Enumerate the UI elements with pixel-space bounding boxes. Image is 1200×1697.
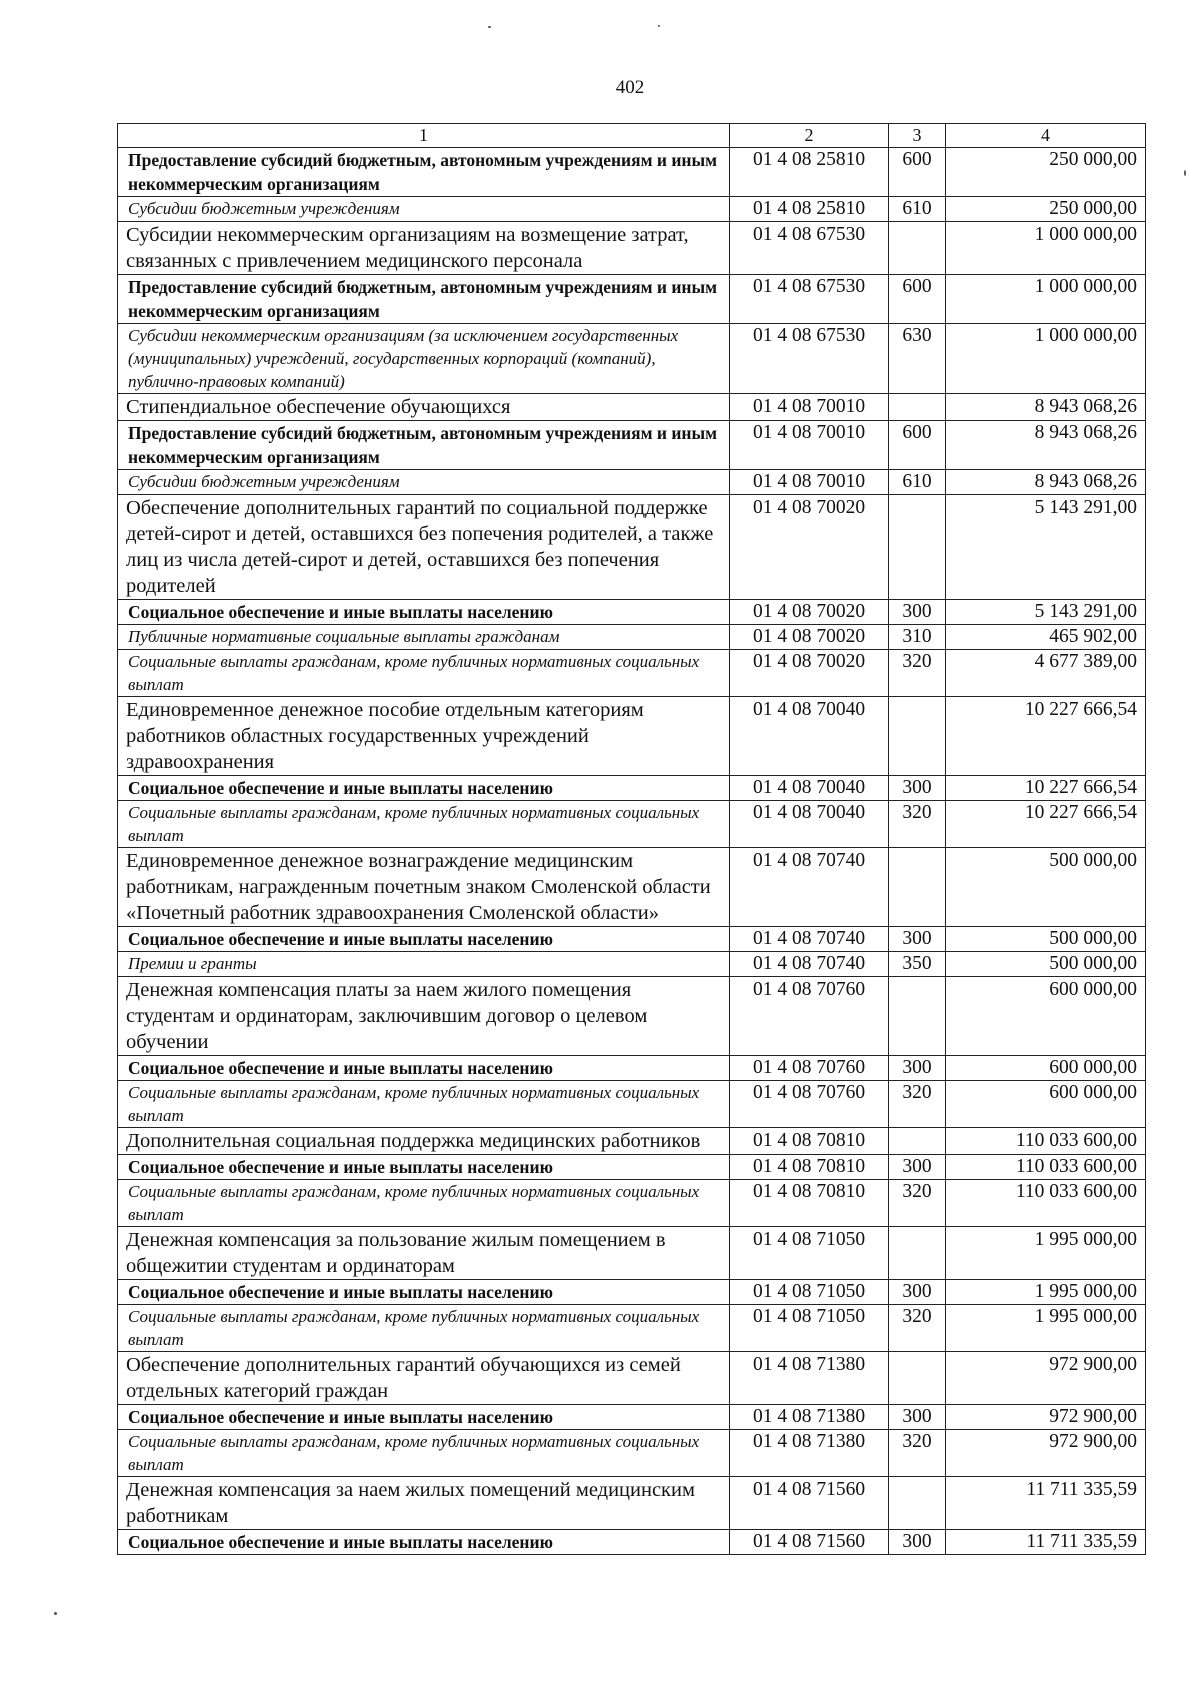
row-code-cell: 01 4 08 70760: [730, 977, 889, 1056]
row-code-cell: 01 4 08 70740: [730, 952, 889, 977]
row-amount-cell: 110 033 600,00: [946, 1155, 1146, 1180]
row-code-cell: 01 4 08 70010: [730, 470, 889, 495]
row-amount-cell: 8 943 068,26: [946, 470, 1146, 495]
row-amount-cell: 1 000 000,00: [946, 275, 1146, 324]
row-kvr-cell: [889, 1477, 946, 1530]
table-row: [118, 650, 1146, 697]
row-amount-cell: 5 143 291,00: [946, 495, 1146, 600]
row-name-cell: Стипендиальное обеспечение обучающихся: [118, 394, 730, 421]
row-amount-cell: 250 000,00: [946, 197, 1146, 222]
row-name-cell: Социальные выплаты гражданам, кроме публичных нормативных социальных выплат: [118, 801, 730, 848]
row-name-cell: Денежная компенсация платы за наем жилого помещения студентам и ординаторам, заключившим договор о целевом обучении: [118, 977, 730, 1056]
row-kvr-cell: 320: [889, 650, 946, 697]
table-row: [118, 495, 1146, 600]
table-row: [118, 625, 1146, 650]
table-header-row: [118, 124, 1146, 148]
row-amount-cell: 10 227 666,54: [946, 776, 1146, 801]
row-name-cell: Социальные выплаты гражданам, кроме публичных нормативных социальных выплат: [118, 1180, 730, 1227]
table-row: [118, 1056, 1146, 1081]
row-name-cell: Социальные выплаты гражданам, кроме публичных нормативных социальных выплат: [118, 1081, 730, 1128]
row-amount-cell: 465 902,00: [946, 625, 1146, 650]
table-row: [118, 222, 1146, 275]
row-code-cell: 01 4 08 67530: [730, 324, 889, 394]
header-cell-kvr: 3: [889, 124, 946, 148]
row-kvr-cell: [889, 1352, 946, 1405]
row-amount-cell: 11 711 335,59: [946, 1477, 1146, 1530]
row-name-cell: Предоставление субсидий бюджетным, автономным учреждениям и иным некоммерческим организациям: [118, 275, 730, 324]
row-code-cell: 01 4 08 70740: [730, 927, 889, 952]
row-code-cell: 01 4 08 70760: [730, 1056, 889, 1081]
row-amount-cell: 972 900,00: [946, 1352, 1146, 1405]
row-amount-cell: 500 000,00: [946, 952, 1146, 977]
scan-speck: [658, 25, 660, 27]
row-code-cell: 01 4 08 70020: [730, 600, 889, 625]
row-amount-cell: 1 000 000,00: [946, 222, 1146, 275]
table-row: [118, 275, 1146, 324]
table-body: [118, 148, 1146, 1555]
row-amount-cell: 110 033 600,00: [946, 1128, 1146, 1155]
table-row: [118, 1128, 1146, 1155]
row-name-cell: Денежная компенсация за наем жилых помещений медицинским работникам: [118, 1477, 730, 1530]
row-amount-cell: 1 995 000,00: [946, 1227, 1146, 1280]
row-kvr-cell: 320: [889, 1081, 946, 1128]
row-kvr-cell: [889, 495, 946, 600]
row-code-cell: 01 4 08 70040: [730, 776, 889, 801]
row-name-cell: Социальное обеспечение и иные выплаты населению: [118, 1280, 730, 1305]
row-kvr-cell: 350: [889, 952, 946, 977]
row-amount-cell: 500 000,00: [946, 848, 1146, 927]
row-code-cell: 01 4 08 67530: [730, 222, 889, 275]
row-code-cell: 01 4 08 71380: [730, 1405, 889, 1430]
row-amount-cell: 11 711 335,59: [946, 1530, 1146, 1555]
table-row: [118, 1081, 1146, 1128]
row-code-cell: 01 4 08 71380: [730, 1352, 889, 1405]
row-kvr-cell: 610: [889, 197, 946, 222]
row-kvr-cell: [889, 394, 946, 421]
table-row: [118, 197, 1146, 222]
table-row: [118, 801, 1146, 848]
table-row: [118, 1280, 1146, 1305]
row-code-cell: 01 4 08 70020: [730, 625, 889, 650]
row-name-cell: Обеспечение дополнительных гарантий по социальной поддержке детей-сирот и детей, оставшихся без попечения родителей, а также лиц из числа детей-сирот и детей, оставшихся без попечения родителей: [118, 495, 730, 600]
table-row: [118, 977, 1146, 1056]
row-code-cell: 01 4 08 70810: [730, 1155, 889, 1180]
row-amount-cell: 8 943 068,26: [946, 421, 1146, 470]
table-row: [118, 697, 1146, 776]
row-code-cell: 01 4 08 70040: [730, 801, 889, 848]
table-row: [118, 1155, 1146, 1180]
row-kvr-cell: 320: [889, 1305, 946, 1352]
row-name-cell: Социальное обеспечение и иные выплаты населению: [118, 1530, 730, 1555]
row-code-cell: 01 4 08 70740: [730, 848, 889, 927]
row-kvr-cell: 300: [889, 1280, 946, 1305]
row-kvr-cell: [889, 848, 946, 927]
row-name-cell: Социальные выплаты гражданам, кроме публичных нормативных социальных выплат: [118, 1305, 730, 1352]
row-name-cell: Публичные нормативные социальные выплаты гражданам: [118, 625, 730, 650]
row-name-cell: Обеспечение дополнительных гарантий обучающихся из семей отдельных категорий граждан: [118, 1352, 730, 1405]
row-name-cell: Субсидии бюджетным учреждениям: [118, 470, 730, 495]
table-row: [118, 324, 1146, 394]
row-code-cell: 01 4 08 67530: [730, 275, 889, 324]
row-code-cell: 01 4 08 71560: [730, 1477, 889, 1530]
header-cell-name: 1: [118, 124, 730, 148]
row-kvr-cell: [889, 1227, 946, 1280]
row-code-cell: 01 4 08 70810: [730, 1180, 889, 1227]
table-row: [118, 1352, 1146, 1405]
row-amount-cell: 500 000,00: [946, 927, 1146, 952]
scan-speck: [54, 1612, 57, 1615]
row-name-cell: Социальные выплаты гражданам, кроме публичных нормативных социальных выплат: [118, 650, 730, 697]
table-row: [118, 1430, 1146, 1477]
table-row: [118, 470, 1146, 495]
row-amount-cell: 972 900,00: [946, 1430, 1146, 1477]
row-amount-cell: 8 943 068,26: [946, 394, 1146, 421]
row-code-cell: 01 4 08 70010: [730, 421, 889, 470]
scan-speck: [488, 26, 491, 28]
row-code-cell: 01 4 08 71050: [730, 1305, 889, 1352]
row-code-cell: 01 4 08 25810: [730, 197, 889, 222]
row-name-cell: Предоставление субсидий бюджетным, автономным учреждениям и иным некоммерческим организациям: [118, 148, 730, 197]
row-kvr-cell: 300: [889, 600, 946, 625]
table-row: [118, 394, 1146, 421]
row-name-cell: Социальные выплаты гражданам, кроме публичных нормативных социальных выплат: [118, 1430, 730, 1477]
row-amount-cell: 600 000,00: [946, 1056, 1146, 1081]
table-row: [118, 1477, 1146, 1530]
row-code-cell: 01 4 08 71380: [730, 1430, 889, 1477]
row-amount-cell: 10 227 666,54: [946, 697, 1146, 776]
row-name-cell: Денежная компенсация за пользование жилым помещением в общежитии студентам и ординаторам: [118, 1227, 730, 1280]
row-name-cell: Социальное обеспечение и иные выплаты населению: [118, 776, 730, 801]
row-amount-cell: 4 677 389,00: [946, 650, 1146, 697]
row-name-cell: Единовременное денежное пособие отдельным категориям работников областных государственных учреждений здравоохранения: [118, 697, 730, 776]
table-row: [118, 1305, 1146, 1352]
row-name-cell: Предоставление субсидий бюджетным, автономным учреждениям и иным некоммерческим организациям: [118, 421, 730, 470]
header-cell-amount: 4: [946, 124, 1146, 148]
row-kvr-cell: 600: [889, 421, 946, 470]
row-name-cell: Субсидии некоммерческим организациям (за исключением государственных (муниципальных) учреждений, государственных корпораций (компаний), публично-правовых компаний): [118, 324, 730, 394]
table-row: [118, 600, 1146, 625]
row-amount-cell: 10 227 666,54: [946, 801, 1146, 848]
table-row: [118, 1530, 1146, 1555]
row-name-cell: Социальное обеспечение и иные выплаты населению: [118, 1056, 730, 1081]
row-amount-cell: 600 000,00: [946, 977, 1146, 1056]
row-amount-cell: 600 000,00: [946, 1081, 1146, 1128]
row-kvr-cell: 300: [889, 1056, 946, 1081]
table-row: [118, 952, 1146, 977]
row-code-cell: 01 4 08 71050: [730, 1280, 889, 1305]
row-name-cell: Премии и гранты: [118, 952, 730, 977]
scan-speck: [1184, 170, 1186, 176]
row-name-cell: Социальное обеспечение и иные выплаты населению: [118, 1405, 730, 1430]
row-amount-cell: 110 033 600,00: [946, 1180, 1146, 1227]
row-code-cell: 01 4 08 70760: [730, 1081, 889, 1128]
row-code-cell: 01 4 08 71560: [730, 1530, 889, 1555]
row-name-cell: Субсидии некоммерческим организациям на возмещение затрат, связанных с привлечением медицинского персонала: [118, 222, 730, 275]
row-name-cell: Единовременное денежное вознаграждение медицинским работникам, награжденным почетным знаком Смоленской области «Почетный работник здравоохранения Смоленской области»: [118, 848, 730, 927]
row-name-cell: Социальное обеспечение и иные выплаты населению: [118, 1155, 730, 1180]
row-amount-cell: 972 900,00: [946, 1405, 1146, 1430]
table-row: [118, 1227, 1146, 1280]
row-kvr-cell: 320: [889, 1430, 946, 1477]
row-kvr-cell: 300: [889, 1155, 946, 1180]
row-code-cell: 01 4 08 70020: [730, 650, 889, 697]
row-code-cell: 01 4 08 70020: [730, 495, 889, 600]
row-code-cell: 01 4 08 70810: [730, 1128, 889, 1155]
row-kvr-cell: [889, 977, 946, 1056]
header-cell-code: 2: [730, 124, 889, 148]
row-kvr-cell: 600: [889, 275, 946, 324]
row-amount-cell: 1 995 000,00: [946, 1280, 1146, 1305]
row-code-cell: 01 4 08 70010: [730, 394, 889, 421]
row-name-cell: Социальное обеспечение и иные выплаты населению: [118, 927, 730, 952]
row-kvr-cell: 610: [889, 470, 946, 495]
row-code-cell: 01 4 08 71050: [730, 1227, 889, 1280]
table-row: [118, 148, 1146, 197]
row-name-cell: Дополнительная социальная поддержка медицинских работников: [118, 1128, 730, 1155]
row-kvr-cell: [889, 1128, 946, 1155]
row-amount-cell: 1 995 000,00: [946, 1305, 1146, 1352]
row-name-cell: Социальное обеспечение и иные выплаты населению: [118, 600, 730, 625]
row-amount-cell: 250 000,00: [946, 148, 1146, 197]
row-kvr-cell: [889, 222, 946, 275]
row-kvr-cell: 600: [889, 148, 946, 197]
row-amount-cell: 1 000 000,00: [946, 324, 1146, 394]
row-kvr-cell: 310: [889, 625, 946, 650]
row-kvr-cell: 300: [889, 1405, 946, 1430]
row-kvr-cell: 300: [889, 776, 946, 801]
row-code-cell: 01 4 08 25810: [730, 148, 889, 197]
row-name-cell: Субсидии бюджетным учреждениям: [118, 197, 730, 222]
budget-table: [117, 123, 1146, 1555]
table-row: [118, 1405, 1146, 1430]
row-kvr-cell: 300: [889, 1530, 946, 1555]
row-amount-cell: 5 143 291,00: [946, 600, 1146, 625]
table-row: [118, 421, 1146, 470]
row-code-cell: 01 4 08 70040: [730, 697, 889, 776]
row-kvr-cell: 320: [889, 1180, 946, 1227]
table-row: [118, 1180, 1146, 1227]
row-kvr-cell: 630: [889, 324, 946, 394]
table-row: [118, 927, 1146, 952]
row-kvr-cell: [889, 697, 946, 776]
row-kvr-cell: 320: [889, 801, 946, 848]
row-kvr-cell: 300: [889, 927, 946, 952]
table-row: [118, 776, 1146, 801]
page-number: 402: [615, 77, 645, 98]
table-row: [118, 848, 1146, 927]
